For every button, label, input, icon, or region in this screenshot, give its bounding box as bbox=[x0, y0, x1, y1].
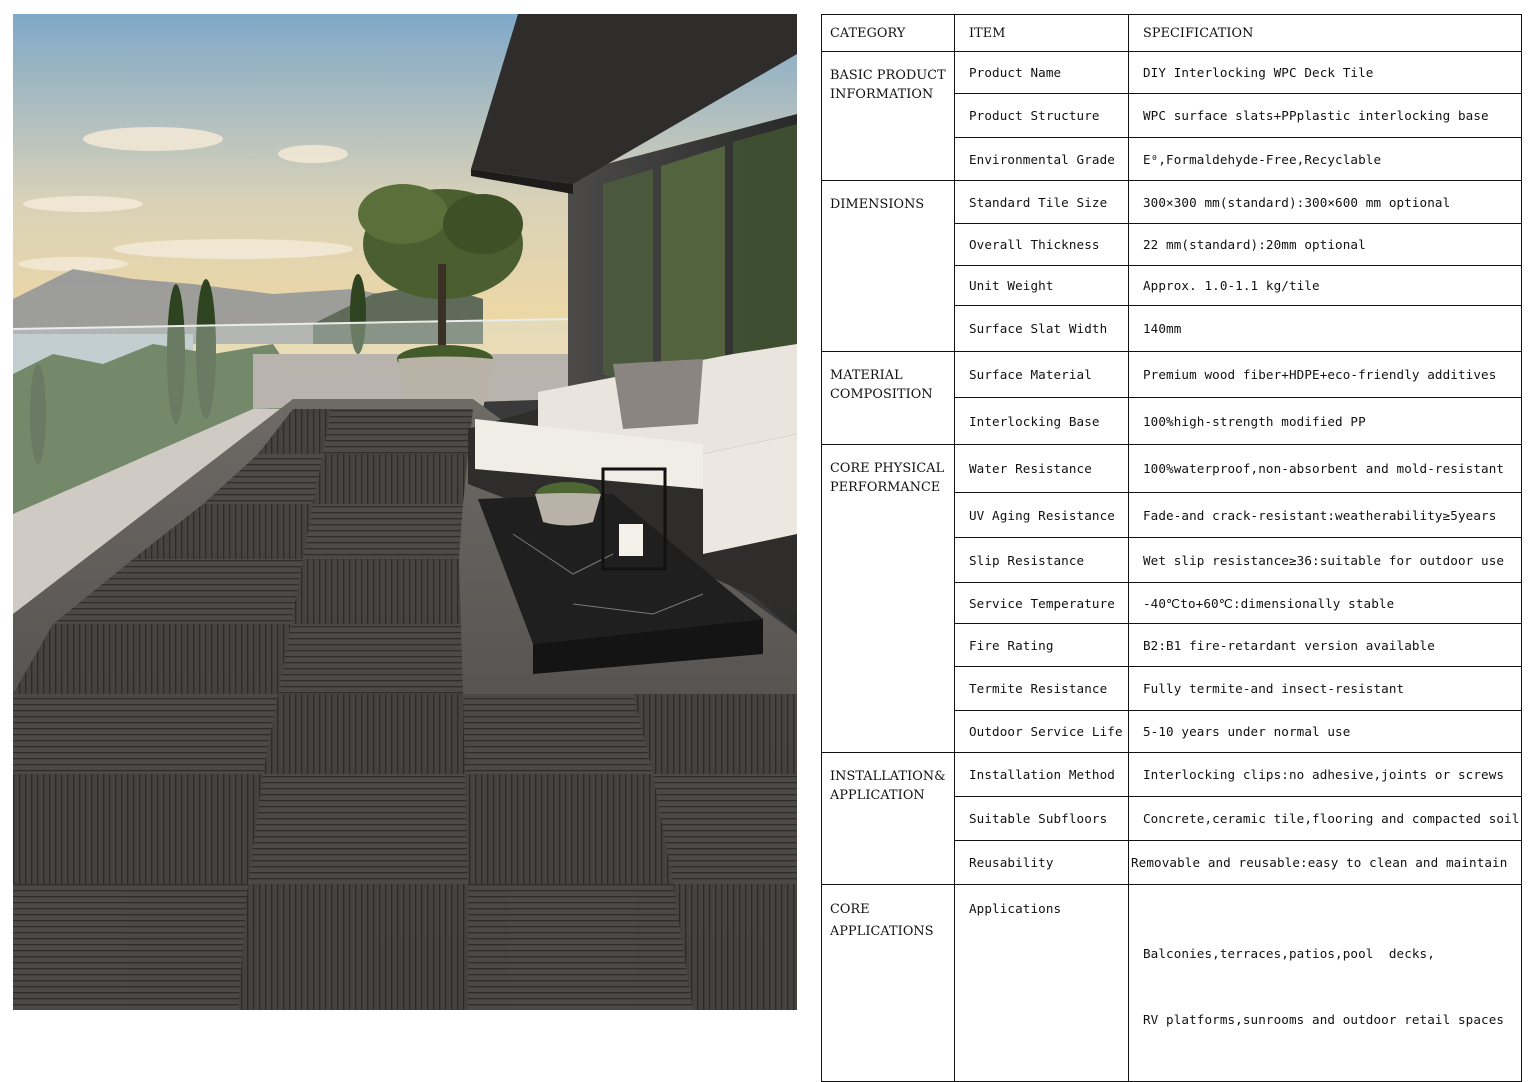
item-label: Product Name bbox=[955, 52, 1129, 94]
table-row bbox=[822, 352, 1522, 398]
spec-value: 100%waterproof,non-absorbent and mold-resistant bbox=[1129, 445, 1522, 493]
spec-value: Interlocking clips:no adhesive,joints or screws bbox=[1129, 753, 1522, 797]
category-material-composition bbox=[822, 352, 955, 445]
spec-value: WPC surface slats+PPplastic interlocking base bbox=[1129, 94, 1522, 138]
header-category: CATEGORY bbox=[822, 15, 955, 52]
category-dimensions bbox=[822, 181, 955, 352]
spec-value: 140mm bbox=[1129, 306, 1522, 352]
category-basic-product-information bbox=[822, 52, 955, 181]
spec-value: B2:B1 fire-retardant version available bbox=[1129, 624, 1522, 667]
item-label: UV Aging Resistance bbox=[955, 493, 1129, 538]
spec-value: Fully termite-and insect-resistant bbox=[1129, 667, 1522, 711]
category-core-physical-performance bbox=[822, 445, 955, 753]
spec-value: 22 mm(standard):20mm optional bbox=[1129, 224, 1522, 266]
category-installation-application bbox=[822, 753, 955, 885]
table-row bbox=[822, 445, 1522, 493]
item-label: Reusability bbox=[955, 841, 1129, 885]
category-line: CORE PHYSICAL bbox=[830, 461, 945, 476]
spec-value: -40℃to+60℃:dimensionally stable bbox=[1129, 583, 1522, 624]
item-label: Environmental Grade bbox=[955, 138, 1129, 181]
header-item: ITEM bbox=[955, 15, 1129, 52]
spec-value: 5-10 years under normal use bbox=[1129, 711, 1522, 753]
spec-value: Concrete,ceramic tile,flooring and compacted soil bbox=[1129, 797, 1522, 841]
item-label: Overall Thickness bbox=[955, 224, 1129, 266]
item-label: Interlocking Base bbox=[955, 398, 1129, 445]
category-core-applications bbox=[822, 885, 955, 1082]
category-line: INFORMATION bbox=[830, 87, 934, 102]
table-row bbox=[822, 885, 1522, 1082]
spec-value: E⁰,Formaldehyde-Free,Recyclable bbox=[1129, 138, 1522, 181]
item-label: Standard Tile Size bbox=[955, 181, 1129, 224]
category-line: MATERIAL bbox=[830, 368, 903, 383]
item-label: Termite Resistance bbox=[955, 667, 1129, 711]
spec-value-line: RV platforms,sunrooms and outdoor retail spaces bbox=[1143, 1012, 1505, 1027]
table-row bbox=[822, 753, 1522, 797]
item-label: Unit Weight bbox=[955, 266, 1129, 306]
spec-value: Wet slip resistance≥36:suitable for outdoor use bbox=[1129, 538, 1522, 583]
item-label: Suitable Subfloors bbox=[955, 797, 1129, 841]
category-line: COMPOSITION bbox=[830, 387, 933, 402]
category-line: APPLICATION bbox=[830, 788, 925, 803]
table-header-row bbox=[822, 15, 1522, 52]
product-photo bbox=[13, 14, 797, 1010]
spec-value bbox=[1129, 885, 1522, 1082]
category-line: DIMENSIONS bbox=[830, 197, 925, 212]
spec-value: 300×300 mm(standard):300×600 mm optional bbox=[1129, 181, 1522, 224]
category-line: APPLICATIONS bbox=[830, 924, 934, 939]
spec-value: Removable and reusable:easy to clean and maintain bbox=[1129, 841, 1522, 885]
item-label: Water Resistance bbox=[955, 445, 1129, 493]
category-line: PERFORMANCE bbox=[830, 480, 941, 495]
table-row bbox=[822, 52, 1522, 94]
item-label: Fire Rating bbox=[955, 624, 1129, 667]
spec-value: 100%high-strength modified PP bbox=[1129, 398, 1522, 445]
table-row bbox=[822, 181, 1522, 224]
balcony-deck-scene bbox=[13, 14, 797, 1010]
header-specification: SPECIFICATION bbox=[1129, 15, 1522, 52]
item-label: Product Structure bbox=[955, 94, 1129, 138]
spec-value: DIY Interlocking WPC Deck Tile bbox=[1129, 52, 1522, 94]
item-label: Surface Material bbox=[955, 352, 1129, 398]
spec-value-line: Balconies,terraces,patios,pool decks, bbox=[1143, 946, 1435, 961]
spec-value: Fade-and crack-resistant:weatherability≥5years bbox=[1129, 493, 1522, 538]
item-label: Slip Resistance bbox=[955, 538, 1129, 583]
item-label: Surface Slat Width bbox=[955, 306, 1129, 352]
item-label: Service Temperature bbox=[955, 583, 1129, 624]
spec-table bbox=[821, 14, 1522, 1082]
item-label: Outdoor Service Life bbox=[955, 711, 1129, 753]
spec-value: Premium wood fiber+HDPE+eco-friendly additives bbox=[1129, 352, 1522, 398]
category-line: INSTALLATION& bbox=[830, 769, 946, 784]
item-label: Installation Method bbox=[955, 753, 1129, 797]
item-label: Applications bbox=[955, 885, 1129, 1082]
category-line: BASIC PRODUCT bbox=[830, 68, 946, 83]
category-line: CORE bbox=[830, 902, 870, 917]
spec-value: Approx. 1.0-1.1 kg/tile bbox=[1129, 266, 1522, 306]
